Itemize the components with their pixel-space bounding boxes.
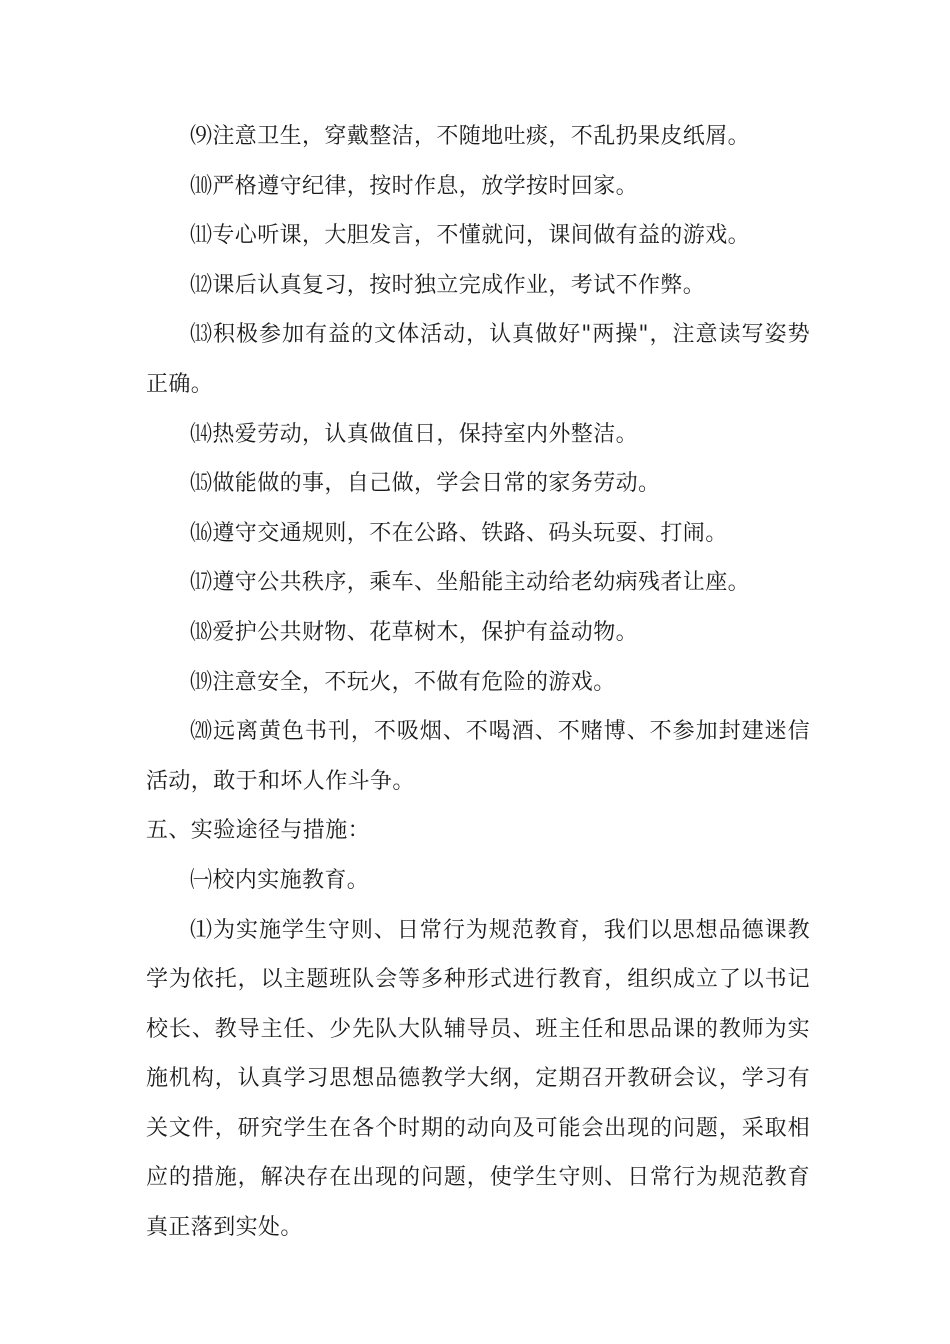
rule-item-17: ⒄遵守公共秩序，乘车、坐船能主动给老幼病残者让座。	[190, 570, 751, 596]
rule-item-12: ⑿课后认真复习，按时独立完成作业，考试不作弊。	[190, 272, 706, 298]
rule-item-11: ⑾专心听课，大胆发言，不懂就问，课间做有益的游戏。	[190, 223, 751, 249]
rule-item-10: ⑽严格遵守纪律，按时作息，放学按时回家。	[190, 173, 639, 199]
rule-item-15: ⒂做能做的事，自己做，学会日常的家务劳动。	[190, 471, 661, 497]
rule-item-13: ⒀积极参加有益的文体活动，认真做好"两操"，注意读写姿势正确。	[146, 322, 810, 397]
rule-item-9: ⑼注意卫生，穿戴整洁，不随地吐痰，不乱扔果皮纸屑。	[190, 124, 751, 149]
rule-item-19: ⒆注意安全，不玩火，不做有危险的游戏。	[190, 669, 616, 695]
body-paragraph: ⑴为实施学生守则、日常行为规范教育，我们以思想品德课教学为依托，以主题班队会等多种形式进行教育，组织成立了以书记校长、教导主任、少先队大队辅导员、班主任和思品课的教师为实施机构，认真学习思想品德教学大纲，定期召开教研会议，学习有关文件，研究学生在各个时期的动向及可能会出现的问题，采取相应的措施，解决存在出现的问题，使学生守则、日常行为规范教育真正落到实处。	[146, 917, 810, 1241]
section-heading: 五、实验途径与措施：	[146, 818, 371, 844]
document-body	[146, 112, 810, 1253]
rule-item-14: ⒁热爱劳动，认真做值日，保持室内外整洁。	[190, 421, 639, 447]
rule-item-18: ⒅爱护公共财物、花草树木，保护有益动物。	[190, 619, 639, 645]
subsection-heading: ㈠校内实施教育。	[190, 867, 370, 893]
rule-item-16: ⒃遵守交通规则，不在公路、铁路、码头玩耍、打闹。	[190, 520, 728, 546]
rule-item-20: ⒇远离黄色书刊，不吸烟、不喝酒、不赌博、不参加封建迷信活动，敢于和坏人作斗争。	[146, 719, 810, 794]
